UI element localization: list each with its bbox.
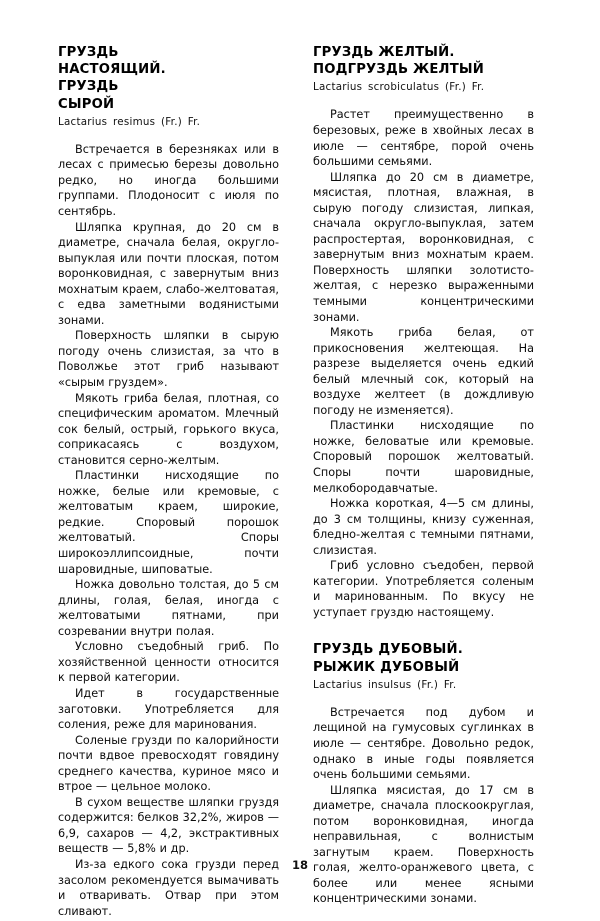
entry-title-line: ГРУЗДЬ ЖЕЛТЫЙ.: [313, 45, 455, 60]
entry-title-line: ПОДГРУЗДЬ ЖЕЛТЫЙ: [313, 62, 484, 78]
paragraph: Пластинки нисходящие по ножке, беловатые или кремовые. Споровый порошок желтоватый. Споры почти шаровидные, мелкобородавчатые.: [313, 419, 534, 495]
entry-latin-name: Lactarius insulsus (Fr.) Fr.: [313, 678, 457, 691]
paragraph: Мякоть гриба белая, от прикосновения желтеющая. На разрезе выделяется очень едкий белый млечный сок, который на воздухе желтеет (в дождливую погоду не изменяется).: [313, 326, 534, 417]
entry-title-line: ГРУЗДЬ ДУБОВЫЙ.: [313, 642, 463, 658]
entry-title: [313, 641, 534, 675]
entry-title-line: ГРУЗДЬ: [58, 45, 119, 60]
paragraph: Гриб условно съедобен, первой категории. Употребляется соленым и маринованным. По вкусу не уступает груздю настоящему.: [313, 559, 534, 619]
entry-title: [313, 44, 534, 78]
paragraph: В сухом веществе шляпки груздя содержится: белков 32,2%, жиров — 6,9, сахаров — 4,2, экстрактивных веществ — 5,8% и др.: [58, 795, 279, 856]
paragraph: Встречается в березняках или в лесах с примесью березы довольно редко, но иногда большими группами. Плодоносит с июля по сентябрь.: [58, 142, 279, 218]
paragraph: Мякоть гриба белая, плотная, со специфическим ароматом. Млечный сок белый, острый, горького вкуса, соприкасаясь с воздухом, становится серно-желтым.: [58, 391, 279, 467]
entry-heading-gruzd-dubovyy: [313, 641, 534, 691]
entry-latin-name: Lactarius scrobiculatus (Fr.) Fr.: [313, 81, 485, 94]
paragraph: Ножка довольно толстая, до 5 см длины, голая, белая, иногда с желтоватыми пятнами, при созревании внутри полая.: [58, 578, 279, 638]
entry-title-line: ГРУЗДЬ: [58, 79, 119, 95]
paragraph: Растет преимущественно в березовых, реже в хвойных лесах в июле — сентябре, порой очень большими семьями.: [313, 108, 534, 169]
paragraph: Соленые грузди по калорийности почти вдвое превосходят говядину среднего качества, куриное мясо и втрое — цельное молоко.: [58, 733, 279, 794]
paragraph: Шляпка до 20 см в диаметре, мясистая, плотная, влажная, в сырую погоду слизистая, липкая, сначала округло-выпуклая, затем распростертая, воронковидная, с завернутым вниз мохнатым краем. Поверхность шляпки золотисто-желтая, с нерезко выраженными темными концентрическими зонами.: [313, 170, 534, 324]
paragraph: Условно съедобный гриб. По хозяйственной ценности относится к первой категории.: [58, 640, 279, 685]
entry-title-line: СЫРОЙ: [58, 96, 115, 112]
paragraph: Пластинки нисходящие по ножке, белые или кремовые, с желтоватым краем, широкие, редкие. Споровый порошок желтоватый. Споры широкоэллипсоидные, почти шаровидные, шиповатые.: [58, 469, 279, 576]
left-column: [58, 44, 279, 918]
paragraph: Встречается под дубом и лещиной на гумусовых суглинках в июле — сентябре. Довольно редок, однако в иные годы появляется очень большими семьями.: [313, 705, 534, 782]
entry-heading-gruzd-zheltyy: [313, 44, 534, 94]
entry-title-line: НАСТОЯЩИЙ.: [58, 62, 166, 78]
page-number: 18: [291, 858, 308, 872]
right-column: [313, 44, 534, 906]
paragraph: Шляпка крупная, до 20 см в диаметре, сначала белая, округло-выпуклая или почти плоская, потом воронковидная, с завернутым вниз мохнатым краем, слабо-желтоватая, с едва заметными водянистыми зонами.: [58, 220, 279, 327]
paragraph: Поверхность шляпки в сырую погоду очень слизистая, за что в Поволжье этот гриб называют «сырым груздем».: [58, 329, 279, 390]
entry-title: [58, 44, 279, 113]
entry-title-line: РЫЖИК ДУБОВЫЙ: [313, 659, 460, 675]
entry-latin-name: Lactarius resimus (Fr.) Fr.: [58, 115, 201, 128]
entry-heading-gruzd-nastoyashchiy: [58, 44, 279, 129]
paragraph: Идет в государственные заготовки. Употребляется для соления, реже для маринования.: [58, 686, 279, 732]
paragraph: Ножка короткая, 4—5 см длины, до 3 см толщины, книзу суженная, бледно-желтая с темными пятнами, слизистая.: [313, 497, 534, 557]
paragraph: Из-за едкого сока грузди перед засолом рекомендуется вымачивать и отваривать. Отвар при этом сливают.: [58, 857, 279, 918]
paragraph: Шляпка мясистая, до 17 см в диаметре, сначала плоскоокруглая, потом воронковидная, иногда неправильная, с волнистым загнутым краем. Поверхность голая, желто-оранжевого цвета, с более или менее ясными концентрическими зонами.: [313, 783, 534, 906]
